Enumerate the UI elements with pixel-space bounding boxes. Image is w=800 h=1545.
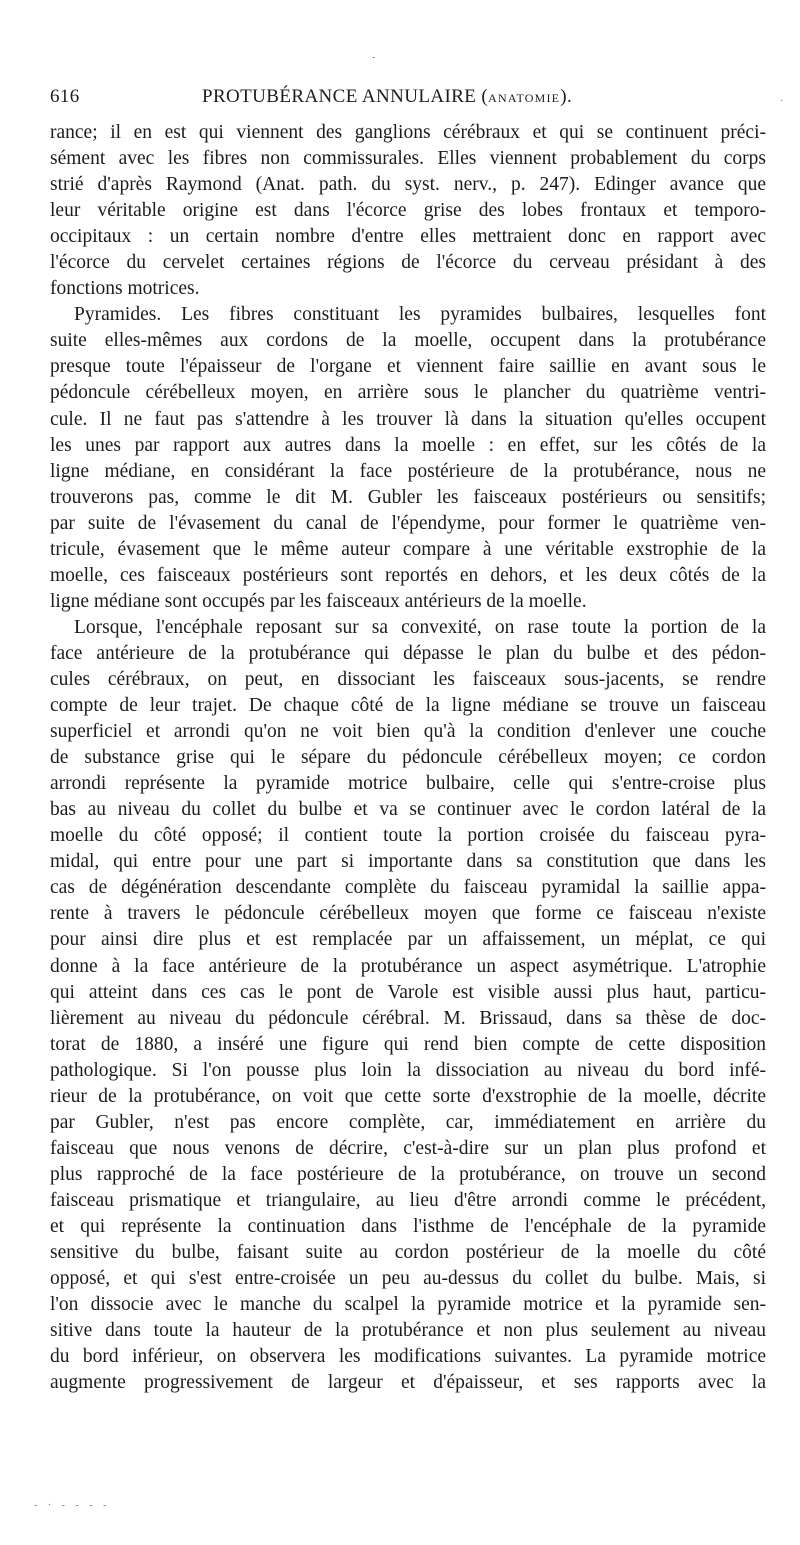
text-line: ligne médiane sont occupés par les faisceaux antérieurs de la moelle.: [50, 590, 587, 612]
document-page: [50, 86, 766, 1396]
text-line: leur véritable origine est dans l'écorce grise des lobes frontaux et temporo-: [50, 200, 766, 222]
text-line: tricule, évasement que le même auteur compare à une véritable exstrophie de la: [50, 538, 766, 560]
text-line: Pyramides. Les fibres constituant les pyramides bulbaires, lesquelles font: [74, 304, 766, 326]
text-line: fonctions motrices.: [50, 278, 200, 300]
text-line: torat de 1880, a inséré une figure qui rend bien compte de cette disposition: [50, 1033, 766, 1055]
text-line: sitive dans toute la hauteur de la protubérance et non plus seulement au niveau: [50, 1320, 766, 1342]
text-line: donne à la face antérieure de la protubérance un aspect asymétrique. L'atrophie: [50, 955, 766, 977]
running-title-smallcaps: ANATOMIE: [488, 91, 561, 105]
text-line: cule. Il ne faut pas s'attendre à les trouver là dans la situation qu'elles occupent: [50, 408, 766, 430]
text-line: l'on dissocie avec le manche du scalpel la pyramide motrice et la pyramide sen-: [50, 1294, 766, 1316]
text-line: superficiel et arrondi qu'on ne voit bien qu'à la condition d'enlever une couche: [50, 721, 766, 743]
text-line: occipitaux : un certain nombre d'entre elles mettraient donc en rapport avec: [50, 226, 766, 248]
text-line: ligne médiane, en considérant la face postérieure de la protubérance, nous ne: [50, 460, 766, 482]
text-line: faisceau prismatique et triangulaire, au lieu d'être arrondi comme le précédent,: [50, 1189, 766, 1211]
running-title: [202, 86, 572, 108]
text-line: sément avec les fibres non commissurales. Elles viennent probablement du corps: [50, 148, 766, 170]
text-line: compte de leur trajet. De chaque côté de la ligne médiane se trouve un faisceau: [50, 695, 766, 717]
running-title-main: PROTUBÉRANCE ANNULAIRE (: [202, 86, 489, 107]
text-line: suite elles-mêmes aux cordons de la moelle, occupent dans la protubérance: [50, 330, 766, 352]
top-edge-mark: -: [372, 52, 376, 63]
text-line: plus rapproché de la face postérieure de la protubérance, on trouve un second: [50, 1163, 766, 1185]
text-line: sensitive du bulbe, faisant suite au cordon postérieur de la moelle du côté: [50, 1242, 766, 1264]
body-text: [50, 120, 766, 1396]
side-edge-mark: ·: [780, 96, 784, 107]
page-number: 616: [50, 86, 80, 107]
footer-marks: - · - - - -: [34, 1500, 111, 1511]
text-line: rance; il en est qui viennent des ganglions cérébraux et qui se continuent préci-: [50, 122, 766, 143]
text-line: de substance grise qui le sépare du pédoncule cérébelleux moyen; ce cordon: [50, 747, 766, 769]
text-line: et qui représente la continuation dans l'isthme de l'encéphale de la pyramide: [50, 1215, 766, 1237]
text-line: arrondi représente la pyramide motrice bulbaire, celle qui s'entre-croise plus: [50, 773, 766, 795]
text-line: face antérieure de la protubérance qui dépasse le plan du bulbe et des pédon-: [50, 642, 766, 664]
running-header: [50, 86, 766, 114]
text-line: faisceau que nous venons de décrire, c'est-à-dire sur un plan plus profond et: [50, 1137, 766, 1159]
text-line: augmente progressivement de largeur et d'épaisseur, et ses rapports avec la: [50, 1372, 766, 1394]
text-line: moelle du côté opposé; il contient toute la portion croisée du faisceau pyra-: [50, 825, 766, 847]
text-line: presque toute l'épaisseur de l'organe et viennent faire saillie en avant sous le: [50, 356, 766, 378]
text-line: pédoncule cérébelleux moyen, en arrière sous le plancher du quatrième ventri-: [50, 382, 766, 404]
text-line: opposé, et qui s'est entre-croisée un peu au-dessus du collet du bulbe. Mais, si: [50, 1268, 766, 1290]
text-line: Lorsque, l'encéphale reposant sur sa convexité, on rase toute la portion de la: [74, 616, 766, 638]
running-title-close: ).: [560, 86, 573, 107]
text-line: rente à travers le pédoncule cérébelleux moyen que forme ce faisceau n'existe: [50, 903, 766, 925]
text-line: pour ainsi dire plus et est remplacée par un affaissement, un méplat, ce qui: [50, 929, 766, 951]
text-line: par suite de l'évasement du canal de l'épendyme, pour former le quatrième ven-: [50, 512, 766, 534]
text-line: du bord inférieur, on observera les modifications suivantes. La pyramide motrice: [50, 1346, 766, 1368]
text-line: par Gubler, n'est pas encore complète, car, immédiatement en arrière du: [50, 1111, 766, 1133]
text-line: cas de dégénération descendante complète du faisceau pyramidal la saillie appa-: [50, 877, 766, 899]
text-line: l'écorce du cervelet certaines régions de l'écorce du cerveau présidant à des: [50, 252, 766, 274]
text-line: cules cérébraux, on peut, en dissociant les faisceaux sous-jacents, se rendre: [50, 668, 766, 690]
text-line: midal, qui entre pour une part si importante dans sa constitution que dans les: [50, 851, 766, 873]
text-line: lièrement au niveau du pédoncule cérébral. M. Brissaud, dans sa thèse de doc-: [50, 1007, 766, 1029]
text-line: moelle, ces faisceaux postérieurs sont reportés en dehors, et les deux côtés de la: [50, 564, 766, 586]
text-line: trouverons pas, comme le dit M. Gubler les faisceaux postérieurs ou sensitifs;: [50, 486, 766, 508]
text-line: rieur de la protubérance, on voit que cette sorte d'exstrophie de la moelle, décrite: [50, 1085, 766, 1107]
text-line: strié d'après Raymond (Anat. path. du syst. nerv., p. 247). Edinger avance que: [50, 174, 766, 196]
text-line: pathologique. Si l'on pousse plus loin la dissociation au niveau du bord infé-: [50, 1059, 766, 1081]
text-line: qui atteint dans ces cas le pont de Varole est visible aussi plus haut, particu-: [50, 981, 766, 1003]
text-line: bas au niveau du collet du bulbe et va se continuer avec le cordon latéral de la: [50, 799, 766, 821]
text-line: les unes par rapport aux autres dans la moelle : en effet, sur les côtés de la: [50, 434, 766, 456]
